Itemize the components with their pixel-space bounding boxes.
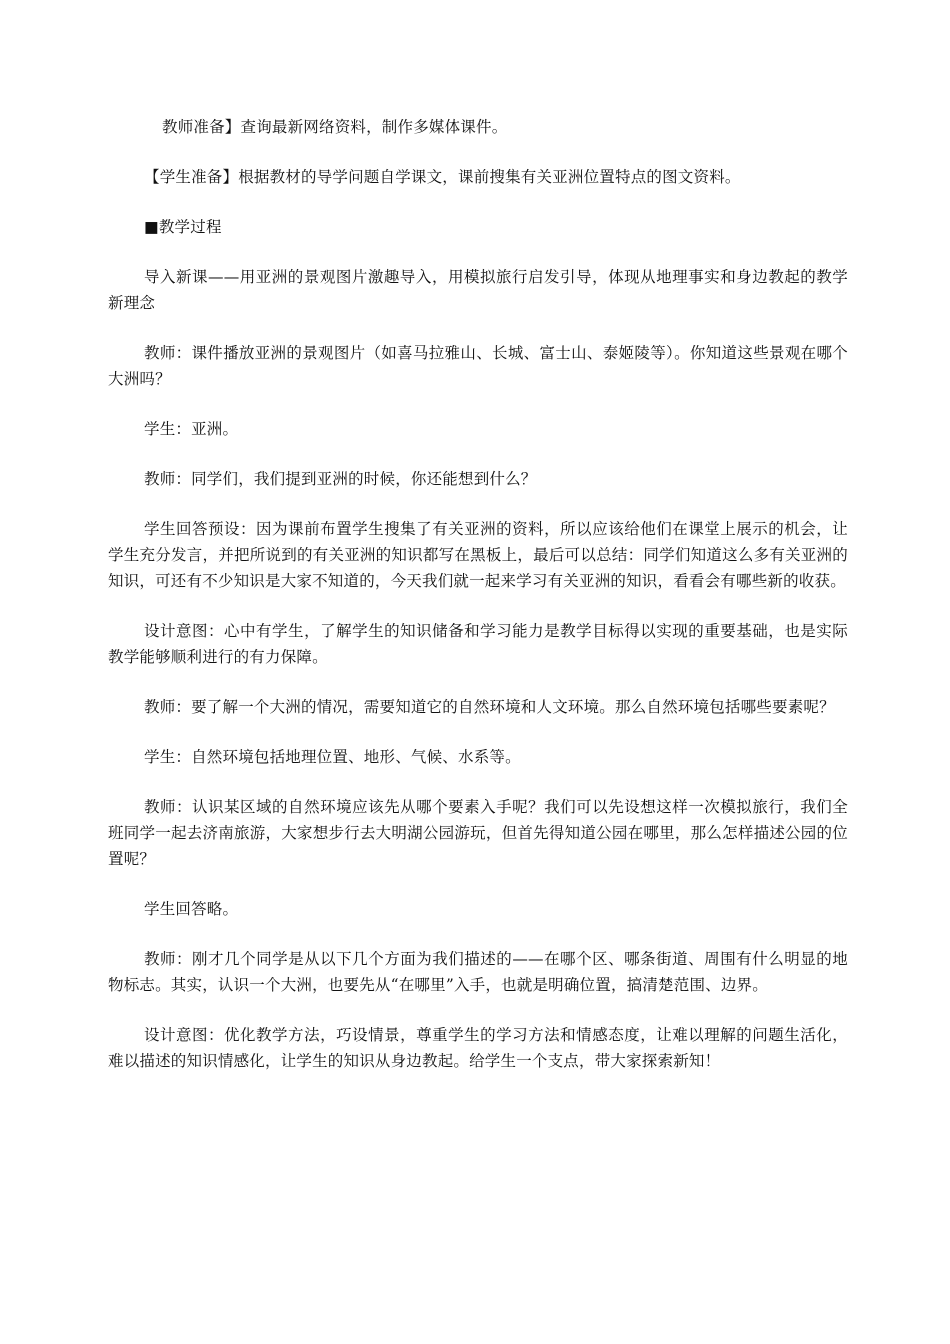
- teacher-simulated-trip-paragraph: 教师：认识某区域的自然环境应该先从哪个要素入手呢？我们可以先设想这样一次模拟旅行，我们全班同学一起去济南旅游，大家想步行去大明湖公园游玩，但首先得知道公园在哪里，那么怎样描述公园的位置呢？: [108, 798, 848, 868]
- teaching-process-heading: ■教学过程: [144, 218, 222, 236]
- document-body: [108, 114, 848, 1098]
- design-intent-paragraph: 设计意图：心中有学生，了解学生的知识储备和学习能力是教学目标得以实现的重要基础，也是实际教学能够顺利进行的有力保障。: [108, 622, 848, 666]
- teacher-summary-paragraph: 教师：刚才几个同学是从以下几个方面为我们描述的——在哪个区、哪条街道、周围有什么明显的地物标志。其实，认识一个大洲，也要先从“在哪里”入手，也就是明确位置，搞清楚范围、边界。: [108, 950, 848, 994]
- student-answer-omitted-paragraph: 学生回答略。: [144, 900, 239, 918]
- teacher-question-paragraph: 教师：课件播放亚洲的景观图片（如喜马拉雅山、长城、富士山、泰姬陵等）。你知道这些景观在哪个大洲吗？: [108, 344, 848, 388]
- student-answer-preset-paragraph: 学生回答预设：因为课前布置学生搜集了有关亚洲的资料，所以应该给他们在课堂上展示的机会，让学生充分发言，并把所说到的有关亚洲的知识都写在黑板上，最后可以总结：同学们知道这么多有关亚洲的知识，可还有不少知识是大家不知道的，今天我们就一起来学习有关亚洲的知识，看看会有哪些新的收获。: [108, 520, 848, 590]
- lesson-intro-paragraph: 导入新课——用亚洲的景观图片激趣导入，用模拟旅行启发引导，体现从地理事实和身边教起的教学新理念: [108, 268, 848, 312]
- student-preparation-paragraph: 【学生准备】根据教材的导学问题自学课文，课前搜集有关亚洲位置特点的图文资料。: [144, 168, 741, 186]
- student-environment-paragraph: 学生：自然环境包括地理位置、地形、气候、水系等。: [144, 748, 521, 766]
- student-answer-paragraph: 学生：亚洲。: [144, 420, 239, 438]
- teacher-followup-paragraph: 教师：同学们，我们提到亚洲的时候，你还能想到什么？: [144, 470, 537, 488]
- teacher-environment-paragraph: 教师：要了解一个大洲的情况，需要知道它的自然环境和人文环境。那么自然环境包括哪些要素呢？: [144, 698, 835, 716]
- design-intent-final-paragraph: 设计意图：优化教学方法，巧设情景，尊重学生的学习方法和情感态度，让难以理解的问题生活化，难以描述的知识情感化，让学生的知识从身边教起。给学生一个支点，带大家探索新知！: [108, 1026, 848, 1070]
- teacher-preparation-paragraph: 教师准备】查询最新网络资料，制作多媒体课件。: [162, 118, 508, 136]
